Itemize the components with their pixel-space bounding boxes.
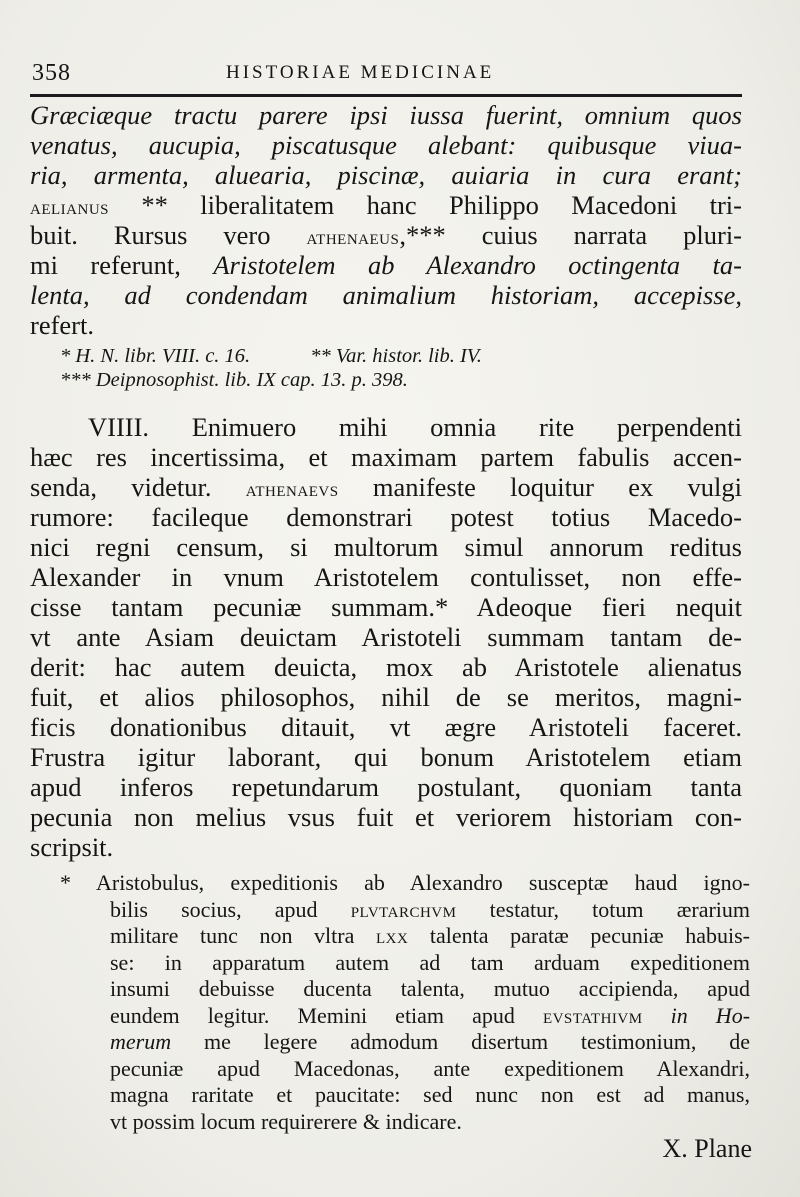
footnote-line: insumi debuisse ducenta talenta, mutuo accipienda, apud <box>110 976 750 1001</box>
text-line <box>30 250 742 280</box>
text-line: rumore: facileque demonstrari potest totius Macedo- <box>30 502 742 532</box>
text-span: ** liberalitatem hanc Philippo Macedoni tri- <box>141 190 742 220</box>
text-line: VIIII. Enimuero mihi omnia rite perpendenti <box>88 412 742 442</box>
text-span: manifeste loquitur ex vulgi <box>372 472 743 502</box>
text-line: cisse tantam pecuniæ summam.* Adeoque fieri nequit <box>30 592 742 622</box>
text-span: me legere admodum disertum testimonium, de <box>203 1029 750 1054</box>
text-line: scripsit. <box>30 832 114 862</box>
footnote-1: * H. N. libr. VIII. c. 16. <box>60 345 251 367</box>
author-name: athenaeus <box>306 225 400 249</box>
text-span: senda, videtur. <box>30 472 212 502</box>
footnote-line: magna raritate et paucitate: sed nunc non est ad manus, <box>110 1082 750 1107</box>
text-line: vt ante Asiam deuictam Aristoteli summam tantam de- <box>30 622 742 652</box>
text-line: fuit, et alios philosophos, nihil de se meritos, magni- <box>30 682 742 712</box>
author-name: plvtarchvm <box>350 897 457 922</box>
footnote-line: pecuniæ apud Macedonas, ante expeditionem Alexandri, <box>110 1055 750 1081</box>
text-line: venatus, aucupia, piscatusque alebant: quibusque viua- <box>30 130 742 160</box>
text-line <box>30 472 742 502</box>
text-span: ,*** cuius narrata pluri- <box>399 220 743 250</box>
paragraph-1 <box>30 100 742 340</box>
text-line: Græciæque tractu parere ipsi iussa fuerint, omnium quos <box>30 100 742 130</box>
text-span: talenta paratæ pecuniæ habuis- <box>429 923 751 948</box>
text-line: nici regni censum, si multorum simul annorum reditus <box>30 532 742 562</box>
text-line <box>30 220 742 250</box>
footnote-line: se: in apparatum autem ad tam arduam expeditionem <box>110 949 750 975</box>
footnote-line <box>60 897 750 924</box>
text-line: apud inferos repetundarum postulant, quoniam tanta <box>30 772 742 802</box>
author-name: aelianus <box>30 195 109 219</box>
text-line: lenta, ad condendam animalium historiam, accepisse, <box>30 280 742 310</box>
text-line: refert. <box>30 310 94 340</box>
footnote-line <box>60 1029 750 1056</box>
footnote-line: vt possim locum requirerere & indicare. <box>110 1108 462 1134</box>
text-line: derit: hac autem deuicta, mox ab Aristotele alienatus <box>30 652 742 682</box>
author-name: evstathivm <box>542 1003 643 1028</box>
text-span: eundem legitur. Memini etiam apud <box>110 1002 515 1028</box>
text-span: testatur, totum ærarium <box>489 896 751 922</box>
text-line: Frustra igitur laborant, qui bonum Aristotelem etiam <box>30 742 742 772</box>
footnotes-top <box>60 344 772 392</box>
text-span: militare tunc non vltra <box>110 923 355 948</box>
footnote-line: * Aristobulus, expeditionis ab Alexandro susceptæ haud igno- <box>60 870 750 895</box>
italic-span: in Ho- <box>670 1002 751 1028</box>
text-line <box>30 190 742 220</box>
italic-span: Aristotelem ab Alexandro octingenta ta- <box>213 250 742 280</box>
text-line: Alexander in vnum Aristotelem contulisset, non effe- <box>30 562 742 592</box>
catchword: X. Plane <box>662 1134 752 1163</box>
page-number: 358 <box>32 60 71 86</box>
text-span: buit. Rursus vero <box>30 220 271 250</box>
page-header <box>30 56 742 96</box>
author-name: athenaevs <box>245 477 339 501</box>
footnote-line <box>60 344 772 368</box>
footnote-2: ** Var. histor. lib. IV. <box>310 345 482 367</box>
text-span: bilis socius, apud <box>110 896 318 922</box>
footnote-bottom <box>60 870 750 1135</box>
text-span: mi referunt, <box>30 250 181 280</box>
numeral: lxx <box>375 924 409 948</box>
text-line: ficis donationibus ditauit, vt ægre Aristoteli faceret. <box>30 712 742 742</box>
footnote-line <box>60 923 750 950</box>
footnote-3: *** Deipnosophist. lib. IX cap. 13. p. 398. <box>60 369 408 391</box>
text-line: pecunia non melius vsus fuit et veriorem historiam con- <box>30 802 742 832</box>
paragraph-2 <box>30 412 742 862</box>
text-line: ria, armenta, aluearia, piscinæ, auiaria in cura erant; <box>30 160 742 190</box>
text-line: hæc res incertissima, et maximam partem fabulis accen- <box>30 442 742 472</box>
italic-span: merum <box>110 1029 172 1054</box>
header-rule <box>30 94 742 97</box>
running-head: HISTORIAE MEDICINAE <box>226 62 495 83</box>
footnote-line <box>60 1003 750 1030</box>
